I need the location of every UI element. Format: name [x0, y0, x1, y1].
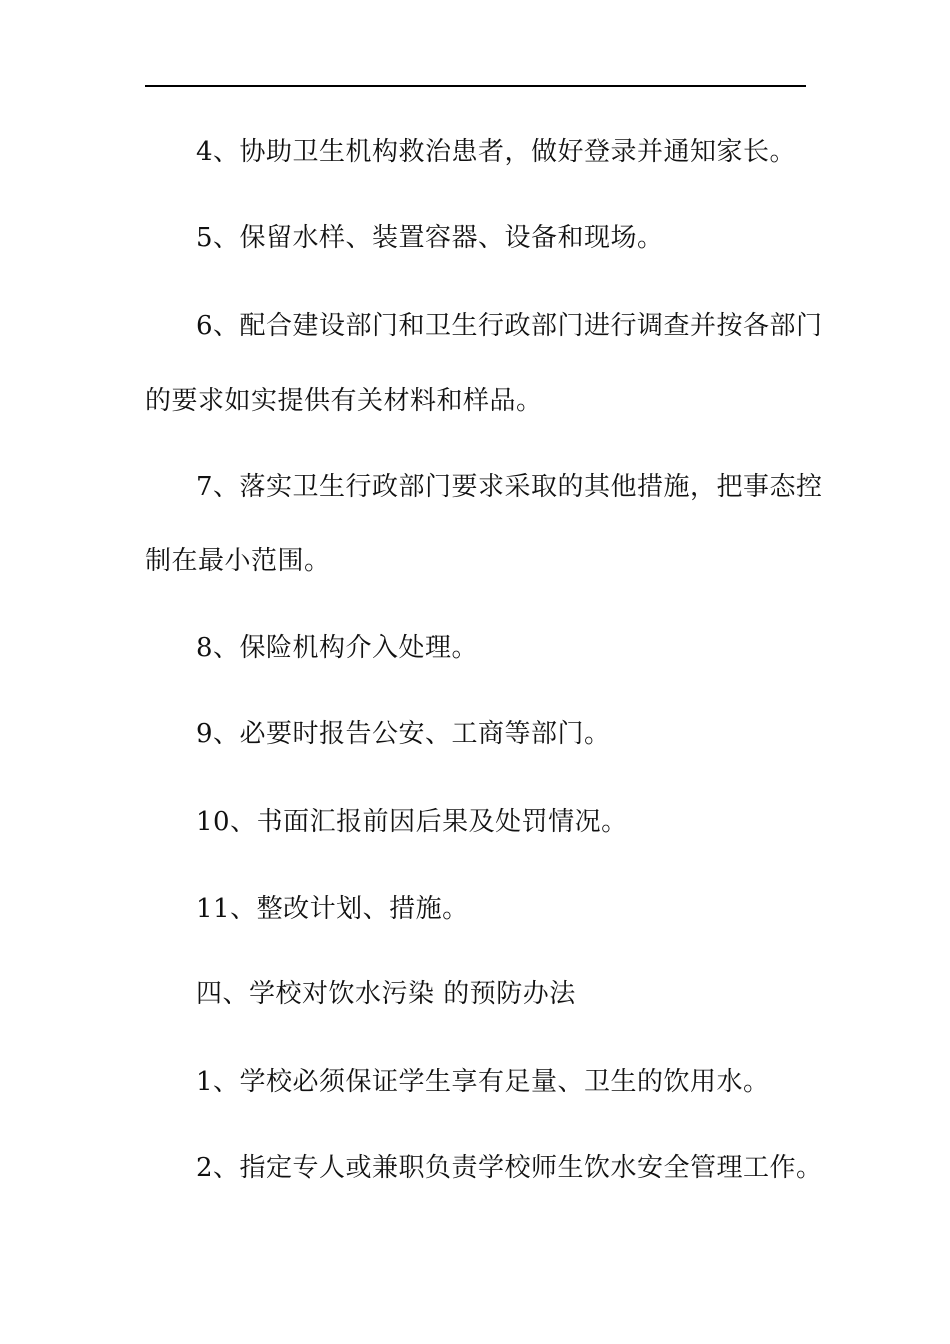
- paragraph-line: 1、学校必须保证学生享有足量、卫生的饮用水。: [196, 1067, 770, 1097]
- paragraph-line: 2、指定专人或兼职负责学校师生饮水安全管理工作。: [196, 1153, 823, 1183]
- paragraph-line: 9、必要时报告公安、工商等部门。: [196, 719, 611, 749]
- header-rule: [145, 85, 806, 87]
- paragraph-line: 4、协助卫生机构救治患者，做好登录并通知家长。: [196, 137, 797, 167]
- section-heading: 四、学校对饮水污染 的预防办法: [196, 979, 576, 1009]
- paragraph-line: 6、配合建设部门和卫生行政部门进行调查并按各部门: [196, 311, 823, 341]
- paragraph-line: 5、保留水样、装置容器、设备和现场。: [196, 223, 664, 253]
- paragraph-line: 8、保险机构介入处理。: [196, 633, 479, 663]
- paragraph-line: 制在最小范围。: [145, 546, 331, 576]
- paragraph-line: 11、整改计划、措施。: [196, 894, 469, 924]
- paragraph-line: 10、书面汇报前因后果及处罚情况。: [196, 807, 628, 837]
- paragraph-line: 7、落实卫生行政部门要求采取的其他措施，把事态控: [196, 472, 823, 502]
- paragraph-line: 的要求如实提供有关材料和样品。: [145, 386, 543, 416]
